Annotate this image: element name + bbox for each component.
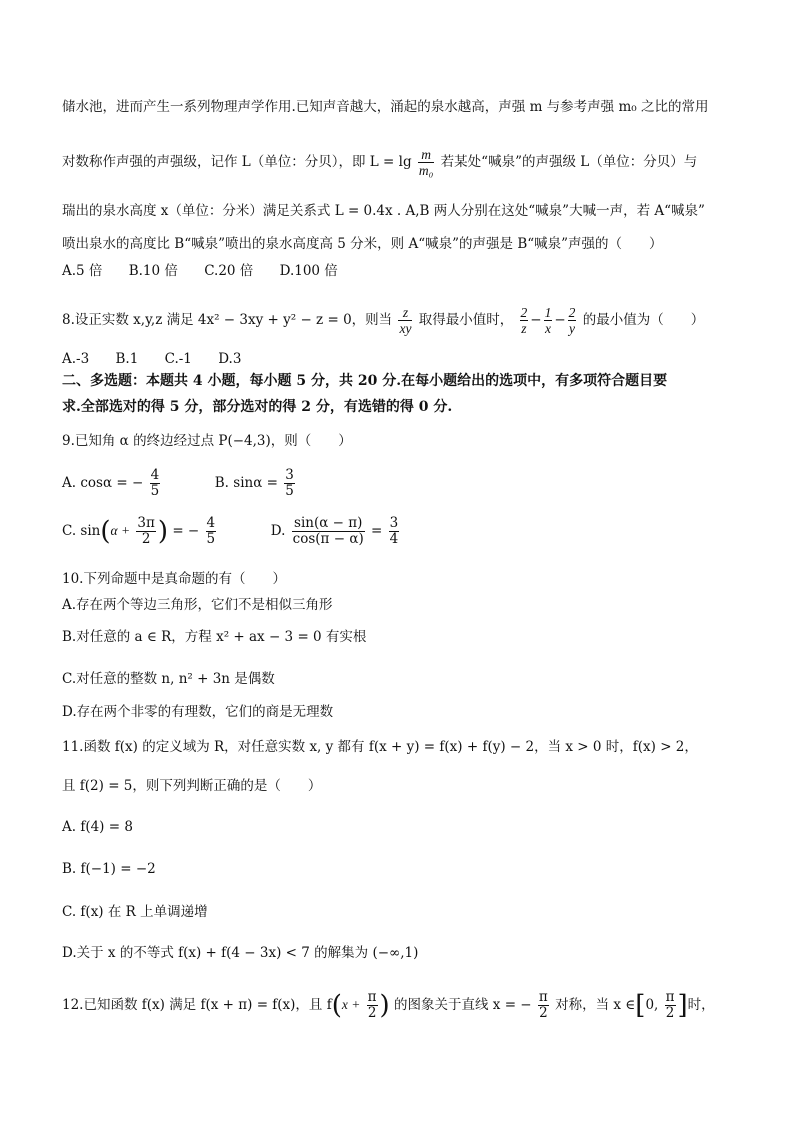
q9-c-post: = −: [172, 523, 200, 539]
section2-heading-line2: 求.全部选对的得 5 分，部分选对的得 2 分，有选错的得 0 分.: [62, 399, 453, 415]
q10-stem: 10.下列命题中是真命题的有（ ）: [62, 571, 286, 587]
q12-f2-den: 2: [539, 1005, 548, 1021]
q9-d-result-fraction: [389, 516, 400, 547]
q10-option-a: A.存在两个等边三角形，它们不是相似三角形: [62, 597, 333, 613]
q9-option-b-fraction: [284, 468, 295, 499]
q7-option-b: B.10 倍: [128, 263, 178, 279]
q9-d-post: =: [371, 523, 383, 539]
q9-d-den: cos(π − α): [292, 531, 364, 547]
q9-stem: 9.已知角 α 的终边经过点 P(−4,3)，则（ ）: [62, 433, 352, 449]
q8-stem-a: 8.设正实数 x,y,z 满足 4x² − 3xy + y² − z = 0，则当: [62, 312, 393, 328]
q9-option-a-pre: A. cosα = −: [62, 475, 144, 491]
q8-option-d: D.3: [218, 351, 242, 367]
q8-f4-num: 2: [568, 305, 576, 320]
q7-option-c: C.20 倍: [204, 263, 254, 279]
q12-right-paren: ): [379, 990, 390, 1021]
q12-inner: x +: [341, 997, 361, 1012]
q12-stem: [62, 990, 715, 1021]
q12-fraction-pi-2-b: [538, 990, 549, 1021]
q9-d-den2: 4: [389, 531, 399, 547]
q9-c-den2: 5: [206, 531, 216, 547]
q9-b-den: 5: [285, 483, 294, 499]
q9-d-num2: 3: [389, 515, 399, 531]
q12-pre: 12.已知函数 f(x) 满足 f(x + π) = f(x)，且 f: [62, 997, 332, 1013]
q7-ratio-fraction: [418, 147, 434, 178]
q8-f2-den: z: [521, 321, 527, 336]
q9-b-num: 3: [285, 467, 294, 483]
q8-fraction-z-xy: [398, 305, 412, 336]
q8-f4-den: y: [569, 321, 576, 336]
q11-option-d: D.关于 x 的不等式 f(x) + f(4 − 3x) < 7 的解集为 (−∞,1): [62, 945, 419, 961]
q8-stem-c: 的最小值为（ ）: [582, 312, 705, 328]
q9-c-num: 3π: [137, 515, 155, 531]
q7-line2-a: 对数称作声强的声强级，记作 L（单位：分贝），即 L = lg: [62, 154, 412, 170]
q10-option-b: B.对任意的 a ∈ R，方程 x² + ax − 3 = 0 有实根: [62, 629, 367, 645]
q10-option-c: C.对任意的整数 n, n² + 3n 是偶数: [62, 671, 275, 687]
q7-options: [62, 262, 338, 280]
q12-fraction-pi-2-c: [665, 990, 676, 1021]
q12-f1-den: 2: [367, 1005, 377, 1021]
q12-right-bracket: ]: [677, 990, 688, 1021]
q9-option-c-pre: C. sin: [62, 523, 101, 539]
q7-line2: [62, 147, 697, 178]
q8-options: [62, 350, 241, 368]
q7-line4: 喷出泉水的高度比 B“喊泉”喷出的泉水高度高 5 分米，则 A“喊泉”的声强是 B“喊泉”声强的（ ）: [62, 236, 663, 252]
q9-c-num2: 4: [206, 515, 216, 531]
q7-option-d: D.100 倍: [279, 263, 338, 279]
q9-options-cd: [62, 516, 401, 547]
q9-c-inner: α +: [110, 523, 131, 538]
q12-fraction-pi-2-a: [367, 990, 378, 1021]
q12-f3-num: π: [665, 989, 675, 1005]
q9-c-fraction: [136, 516, 155, 547]
q12-f2-num: π: [538, 989, 548, 1005]
q11-option-b: B. f(−1) = −2: [62, 861, 156, 877]
q8-stem-b: 取得最小值时，: [418, 312, 514, 328]
q9-c-den: 2: [141, 531, 151, 547]
q9-option-a-fraction: [150, 468, 161, 499]
q12-f3-den: 2: [665, 1005, 675, 1021]
q11-option-a: A. f(4) = 8: [62, 819, 133, 835]
q9-option-d-pre: D.: [270, 523, 286, 539]
q9-c-result-fraction: [206, 516, 217, 547]
q12-f1-num: π: [367, 989, 377, 1005]
q9-c-right-paren: ): [157, 516, 169, 547]
q12-mid: 的图象关于直线 x = −: [394, 997, 532, 1013]
q8-f1-num: z: [398, 305, 412, 321]
q8-stem: 8.设正实数 x,y,z 满足 4x² − 3xy + y² − z = 0，则当 $\frac{z}{xy}$ 取得最小值时， $\frac{2}{z}$ − $\frac{1}{x}$ − $\frac{2}{y}$ 的最小值为（ ）: [62, 305, 705, 336]
q8-option-a: A.-3: [62, 351, 90, 367]
q9-a-den: 5: [150, 483, 160, 499]
q9-a-num: 4: [150, 467, 160, 483]
q11-stem-line1: 11.函数 f(x) 的定义域为 R，对任意实数 x, y 都有 f(x + y) = f(x) + f(y) − 2，当 x > 0 时，f(x) > 2，: [62, 739, 698, 755]
q8-option-c: C.-1: [164, 351, 192, 367]
q7-line1: 储水池，进而产生一系列物理声学作用.已知声音越大，涌起的泉水越高，声强 m 与参考声强 m₀ 之比的常用: [62, 99, 709, 115]
q8-fraction-2-z: [520, 305, 529, 336]
section2-heading-line1: 二、多选题：本题共 4 小题，每小题 5 分，共 20 分.在每小题给出的选项中，有多项符合题目要: [62, 373, 668, 389]
q9-options-ab: [62, 468, 297, 499]
q8-f1-den: xy: [399, 321, 412, 336]
q12-int-pre: 0,: [645, 997, 659, 1013]
q12-post: 时，: [687, 997, 715, 1013]
q11-stem-line2: 且 f(2) = 5，则下列判断正确的是（ ）: [62, 778, 322, 794]
q8-f3-num: 1: [544, 305, 552, 320]
q8-f2-num: 2: [520, 305, 528, 320]
q7-line3: 瑞出的泉水高度 x（单位：分米）满足关系式 L = 0.4x . A,B 两人分别在这处“喊泉”大喊一声，若 A“喊泉”: [62, 203, 705, 219]
q7-option-a: A.5 倍: [62, 263, 103, 279]
q12-mid2: 对称，当 x ∈: [555, 997, 636, 1013]
q8-fraction-2-y: [568, 305, 577, 336]
q7-line2-b: 若某处“喊泉”的声强级 L（单位：分贝）与: [440, 154, 698, 170]
q12-left-paren: (: [331, 990, 342, 1021]
q8-f3-den: x: [544, 321, 551, 336]
q8-fraction-1-x: [544, 305, 553, 336]
q8-option-b: B.1: [115, 351, 139, 367]
q9-d-num: sin(α − π): [292, 516, 365, 532]
q10-option-d: D.存在两个非零的有理数，它们的商是无理数: [62, 704, 334, 720]
q9-d-fraction: [292, 516, 365, 547]
q9-option-b-pre: B. sinα =: [214, 475, 278, 491]
q12-left-bracket: [: [635, 990, 646, 1021]
q9-c-left-paren: (: [100, 516, 111, 547]
q7-frac-den: m₀: [418, 163, 434, 178]
q7-frac-num: m: [418, 147, 434, 163]
q11-option-c: C. f(x) 在 R 上单调递增: [62, 904, 208, 920]
